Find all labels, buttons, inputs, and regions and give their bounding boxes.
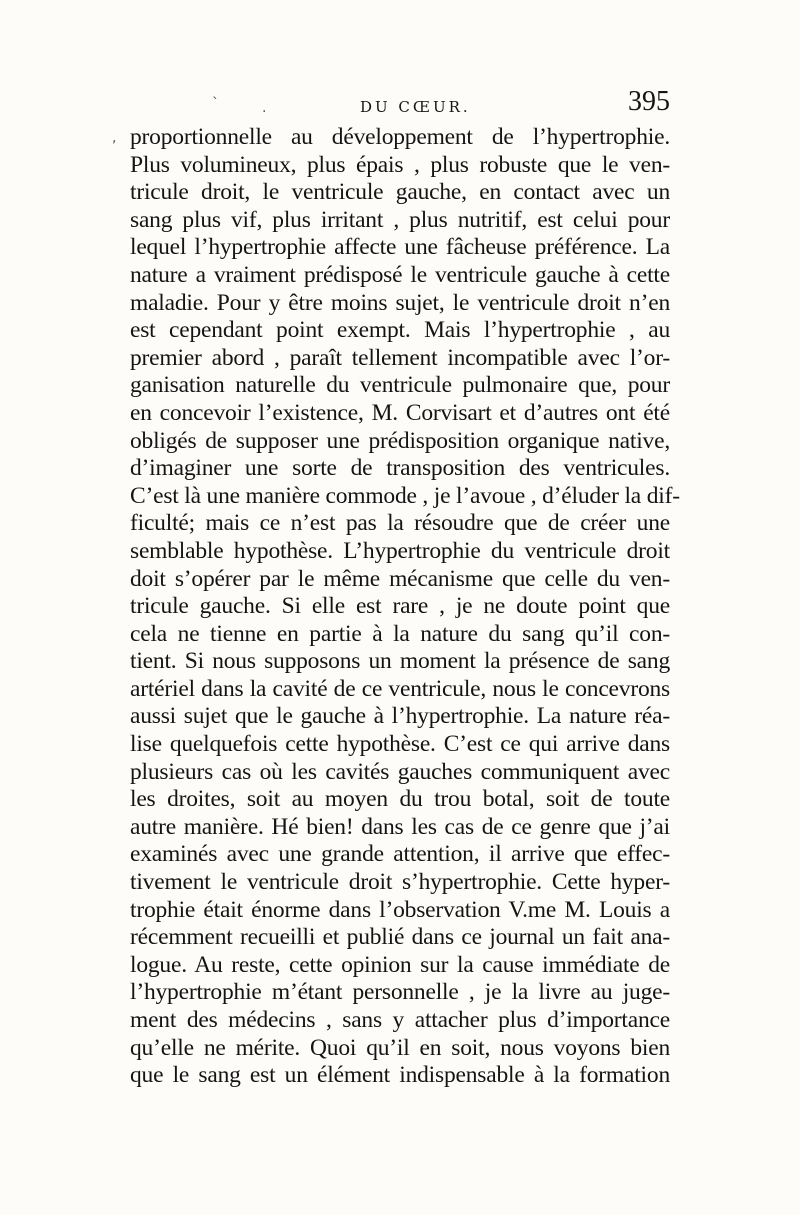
text-line: lequel l’hypertrophie affecte une fâcheuse préférence. La — [130, 234, 670, 261]
text-line: premier abord , paraît tellement incompatible avec l’or- — [130, 344, 670, 371]
print-dot: · — [262, 104, 267, 120]
body-text — [130, 124, 680, 1090]
text-line: trophie était énorme dans l’observation V.me M. Louis a — [130, 896, 670, 923]
text-line: qu’elle ne mérite. Quoi qu’il en soit, nous voyons bien — [130, 1034, 670, 1061]
running-head — [130, 86, 670, 122]
text-line: artériel dans la cavité de ce ventricule, nous le concevrons — [130, 675, 670, 702]
print-speck: ˋ — [212, 96, 219, 112]
text-line: C’est là une manière commode , je l’avoue , d’éluder la dif- — [130, 482, 680, 509]
text-line: tient. Si nous supposons un moment la présence de sang — [130, 648, 670, 675]
text-line: tricule droit, le ventricule gauche, en contact avec un — [130, 179, 670, 206]
running-title: DU CŒUR. — [360, 98, 471, 116]
text-line: Plus volumineux, plus épais , plus robuste que le ven- — [130, 151, 670, 178]
text-line: cela ne tienne en partie à la nature du sang qu’il con- — [130, 620, 670, 647]
text-line: les droites, soit au moyen du trou botal, soit de toute — [130, 786, 670, 813]
print-comma: , — [112, 130, 117, 146]
text-line: sang plus vif, plus irritant , plus nutritif, est celui pour — [130, 206, 670, 233]
text-line: plusieurs cas où les cavités gauches communiquent avec — [130, 758, 670, 785]
text-line: ficulté; mais ce n’est pas la résoudre que de créer une — [130, 510, 670, 537]
text-line: tricule gauche. Si elle est rare , je ne doute point que — [130, 593, 670, 620]
text-line: que le sang est un élément indispensable à la formation — [130, 1062, 670, 1089]
text-line: aussi sujet que le gauche à l’hypertrophie. La nature réa- — [130, 703, 670, 730]
text-line: maladie. Pour y être moins sujet, le ventricule droit n’en — [130, 289, 670, 316]
text-line: logue. Au reste, cette opinion sur la cause immédiate de — [130, 951, 670, 978]
text-line: semblable hypothèse. L’hypertrophie du ventricule droit — [130, 537, 670, 564]
text-line: est cependant point exempt. Mais l’hypertrophie , au — [130, 317, 670, 344]
text-line: proportionnelle au développement de l’hypertrophie. — [130, 124, 670, 150]
text-line: d’imaginer une sorte de transposition des ventricules. — [130, 455, 670, 482]
text-line: examinés avec une grande attention, il arrive que effec- — [130, 841, 670, 868]
text-line: nature a vraiment prédisposé le ventricule gauche à cette — [130, 261, 670, 288]
text-line: tivement le ventricule droit s’hypertrophie. Cette hyper- — [130, 869, 670, 896]
text-line: ganisation naturelle du ventricule pulmonaire que, pour — [130, 372, 670, 399]
text-line: lise quelquefois cette hypothèse. C’est ce qui arrive dans — [130, 731, 670, 758]
page-number: 395 — [628, 86, 670, 117]
text-line: autre manière. Hé bien! dans les cas de ce genre que j’ai — [130, 813, 670, 840]
text-line: l’hypertrophie m’étant personnelle , je la livre au juge- — [130, 979, 670, 1006]
text-line: en concevoir l’existence, M. Corvisart et d’autres ont été — [130, 399, 670, 426]
text-line: doit s’opérer par le même mécanisme que celle du ven- — [130, 565, 670, 592]
text-line: obligés de supposer une prédisposition organique native, — [130, 427, 670, 454]
text-line: ment des médecins , sans y attacher plus d’importance — [130, 1007, 670, 1033]
text-line: récemment recueilli et publié dans ce journal un fait ana- — [130, 924, 670, 951]
